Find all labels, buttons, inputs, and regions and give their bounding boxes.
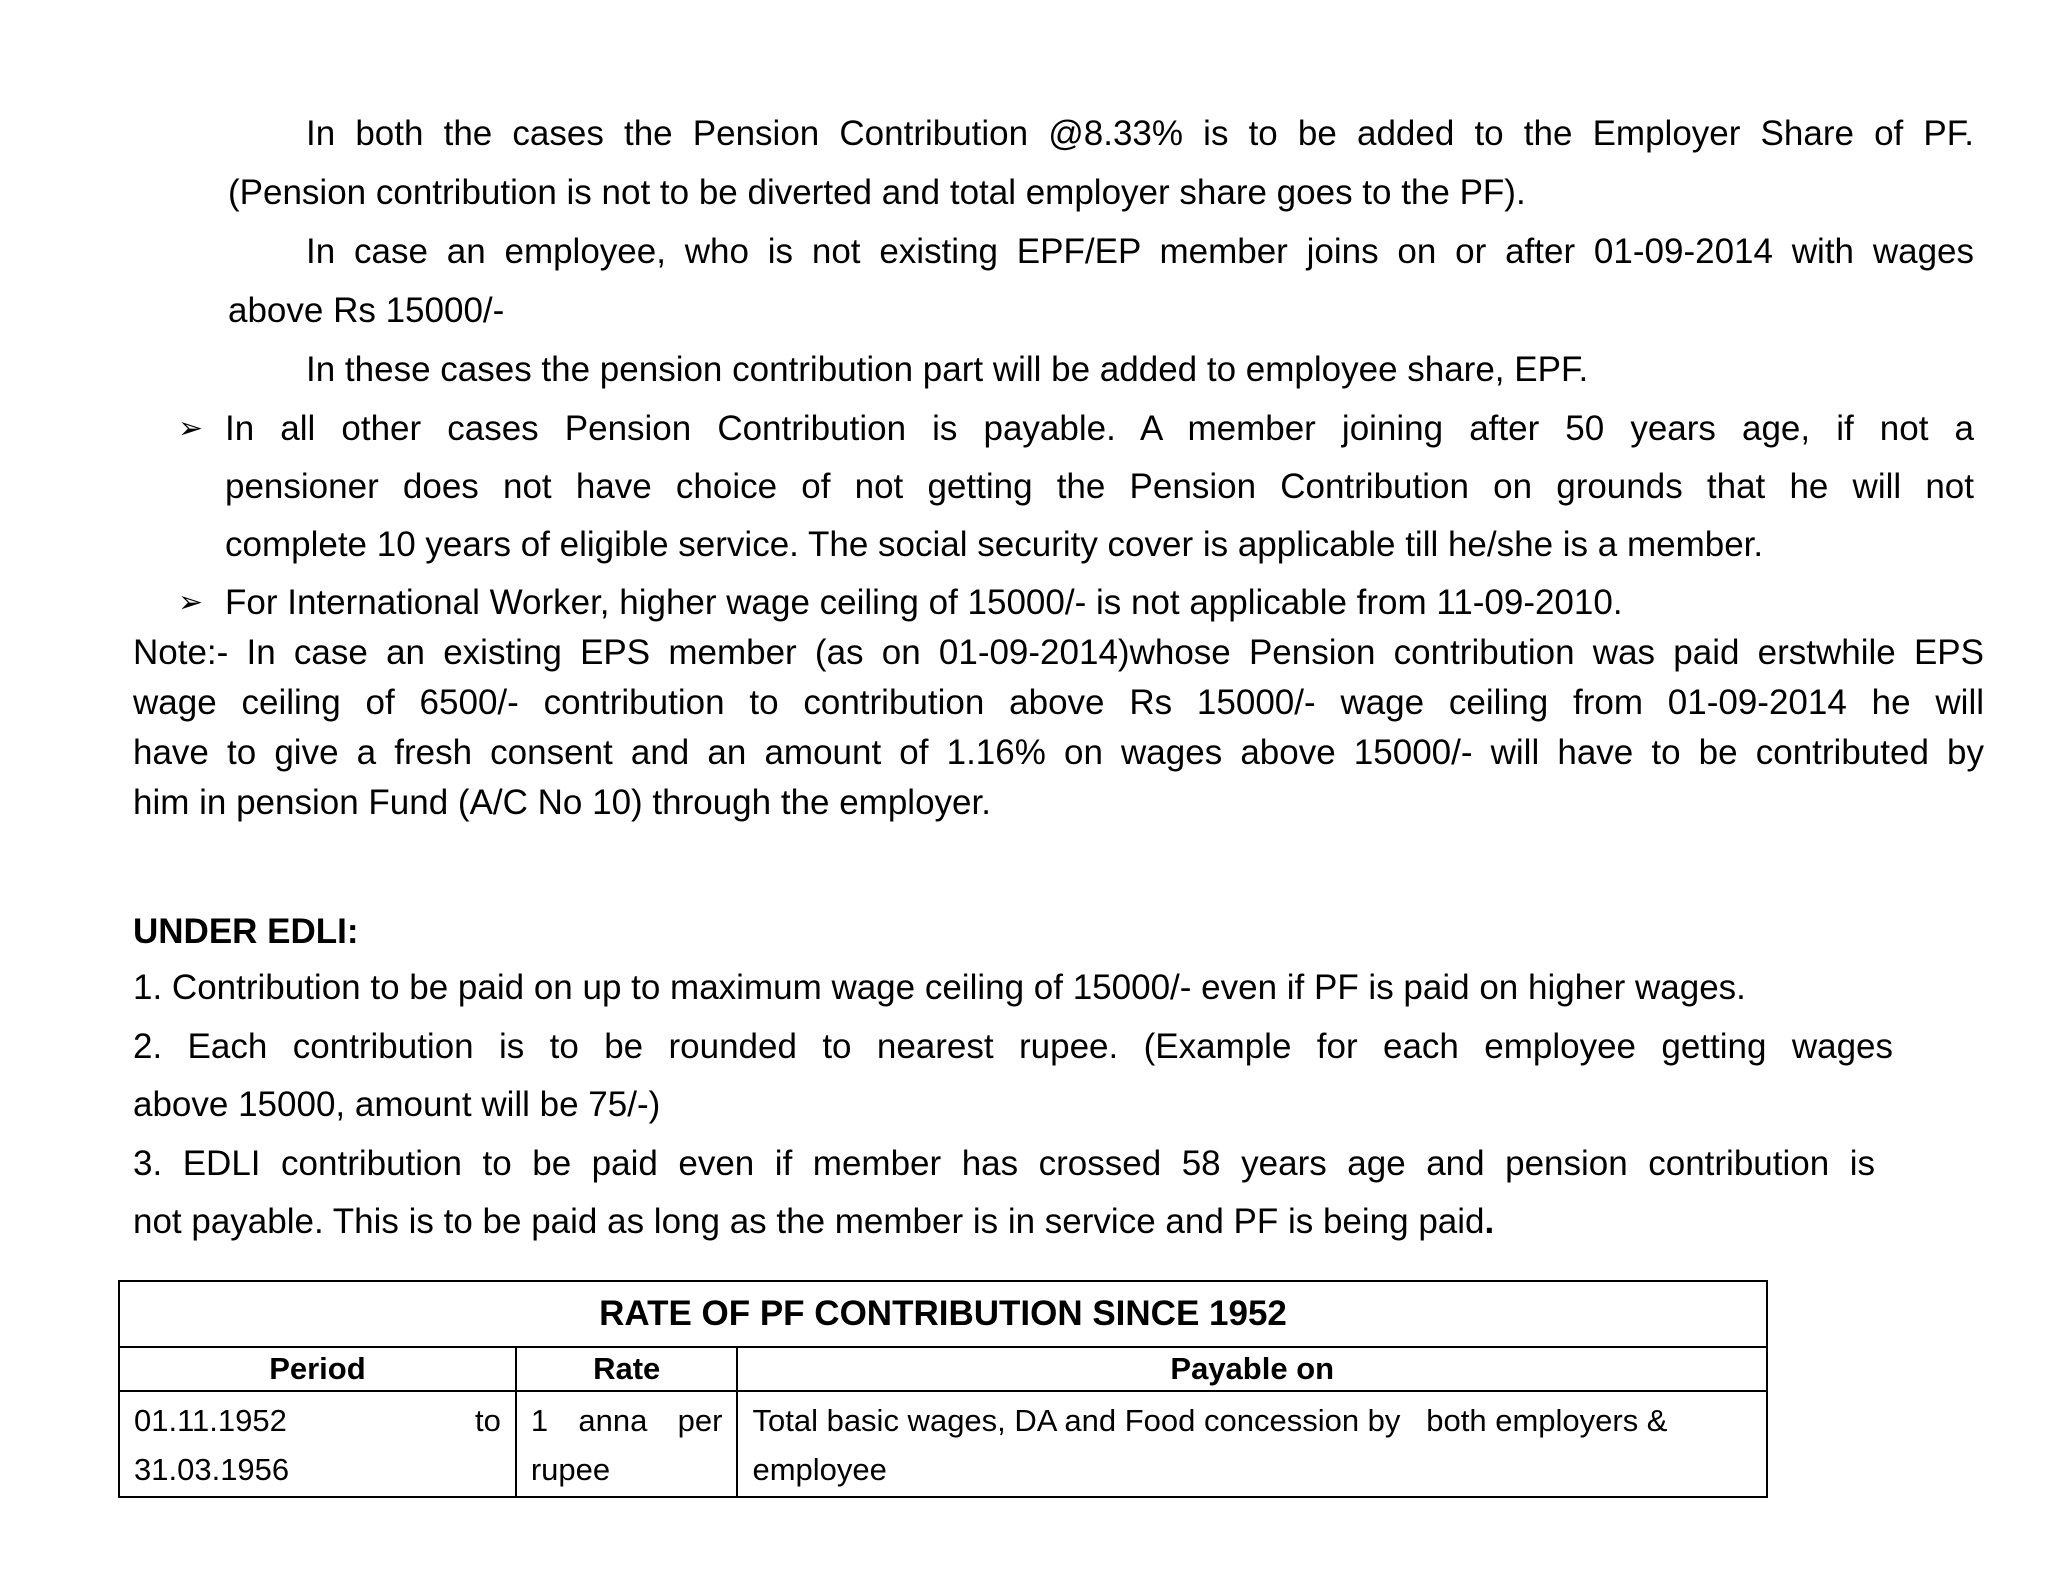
- edli-point-3-line-2: [133, 1200, 1494, 1244]
- pf-rate-table: [118, 1280, 1768, 1498]
- note-line-2: wage ceiling of 6500/- contribution to contribution above Rs 15000/- wage ceiling from 01-09-2014 he will: [133, 683, 1984, 722]
- bullet-1-line-2: pensioner does not have choice of not getting the Pension Contribution on grounds that he will not: [225, 467, 1974, 506]
- note-line-3: have to give a fresh consent and an amount of 1.16% on wages above 15000/- will have to be contributed by: [133, 733, 1984, 772]
- header-period: Period: [119, 1347, 516, 1391]
- intro-line-3: In case an employee, who is not existing EPF/EP member joins on or after 01-09-2014 with wages: [306, 232, 1974, 271]
- note-line-4: him in pension Fund (A/C No 10) through the employer.: [133, 783, 991, 822]
- edli-point-1: 1. Contribution to be paid on up to maximum wage ceiling of 15000/- even if PF is paid on higher wages.: [133, 968, 1746, 1007]
- edli-point-3-line-1: 3. EDLI contribution to be paid even if member has crossed 58 years age and pension contribution is: [133, 1144, 1875, 1183]
- table-row: [119, 1391, 1767, 1497]
- bullet-2-line-1: For International Worker, higher wage ceiling of 15000/- is not applicable from 11-09-2010.: [225, 583, 1623, 622]
- edli-point-3-period: .: [1484, 1202, 1495, 1241]
- table-title-row: [119, 1281, 1767, 1347]
- rate-part-c: per: [677, 1403, 723, 1438]
- edli-heading: UNDER EDLI:: [133, 912, 359, 951]
- bullet-1-line-1: In all other cases Pension Contribution is payable. A member joining after 50 years age, if not a: [225, 409, 1974, 448]
- intro-line-1: In both the cases the Pension Contribution @8.33% is to be added to the Employer Share of PF.: [306, 114, 1974, 153]
- intro-line-2: (Pension contribution is not to be diverted and total employer share goes to the PF).: [228, 173, 1526, 212]
- intro-line-4: above Rs 15000/-: [228, 291, 505, 330]
- edli-point-3-text: not payable. This is to be paid as long as the member is in service and PF is being paid: [133, 1202, 1485, 1241]
- edli-point-2-line-2: above 15000, amount will be 75/-): [133, 1085, 661, 1124]
- bullet-1-line-3: complete 10 years of eligible service. The social security cover is applicable till he/she is a member.: [225, 525, 1764, 564]
- table-title: RATE OF PF CONTRIBUTION SINCE 1952: [119, 1281, 1767, 1347]
- cell-period: [119, 1391, 516, 1497]
- rate-part-d: rupee: [530, 1452, 611, 1487]
- cell-payable-on: [737, 1391, 1767, 1497]
- cell-rate: [516, 1391, 738, 1497]
- header-payable-on: Payable on: [737, 1347, 1767, 1391]
- payable-line-1: Total basic wages, DA and Food concession by both employers &: [752, 1403, 1668, 1438]
- payable-line-2: employee: [752, 1452, 887, 1487]
- table-header-row: [119, 1347, 1767, 1391]
- rate-part-b: anna: [578, 1403, 648, 1438]
- edli-point-2-line-1: 2. Each contribution is to be rounded to nearest rupee. (Example for each employee getting wages: [133, 1027, 1893, 1066]
- period-from: 01.11.1952: [134, 1403, 287, 1438]
- bullet-arrow-icon: ➢: [178, 586, 204, 619]
- period-to: 31.03.1956: [134, 1452, 290, 1487]
- period-to-word: to: [475, 1403, 501, 1438]
- header-rate: Rate: [516, 1347, 738, 1391]
- rate-part-a: 1: [530, 1403, 549, 1438]
- bullet-arrow-icon: ➢: [178, 412, 204, 445]
- note-line-1: Note:- In case an existing EPS member (as on 01-09-2014)whose Pension contribution was paid erstwhile EPS: [133, 633, 1984, 672]
- intro-line-5: In these cases the pension contribution part will be added to employee share, EPF.: [306, 350, 1589, 389]
